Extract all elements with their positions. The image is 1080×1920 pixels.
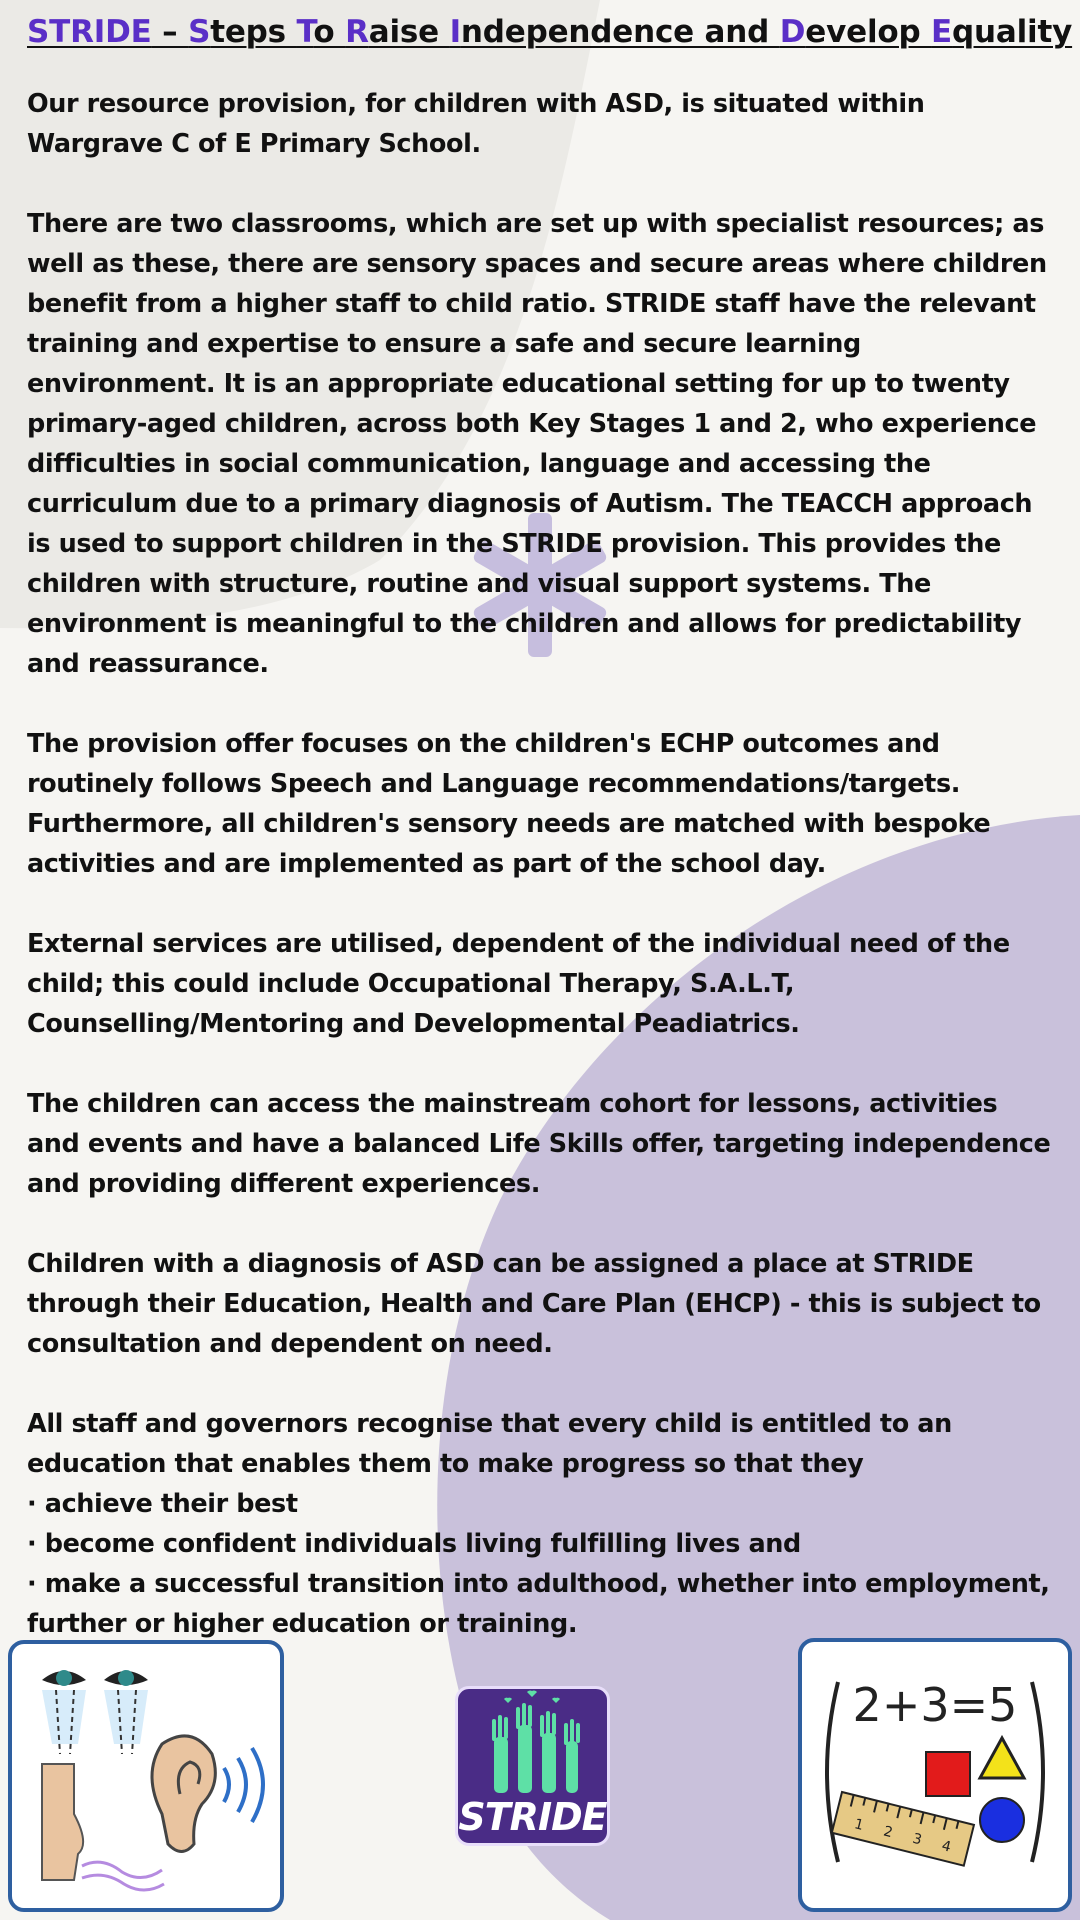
- stride-logo: [455, 1686, 610, 1846]
- maths-image-card: [798, 1638, 1072, 1912]
- title-accent-letter: T: [296, 14, 314, 50]
- title-accent-letter: R: [345, 14, 369, 50]
- nose-icon: [42, 1764, 164, 1890]
- paragraph-external-services: External services are utilised, dependent of the individual need of the child; this could include Occupational Therapy, S.A.L.T, Counselling/Mentoring and Developmental Peadiatrics.: [27, 929, 1010, 1039]
- title-text: teps: [210, 14, 297, 50]
- paragraph-admission: Children with a diagnosis of ASD can be assigned a place at STRIDE through their Education, Health and Care Plan (EHCP) - this is subject to consultation and dependent on need.: [27, 1249, 1041, 1359]
- title-text: o: [313, 14, 346, 50]
- red-square-icon: [926, 1752, 970, 1796]
- blue-circle-icon: [980, 1798, 1024, 1842]
- paragraph-mainstream-access: The children can access the mainstream cohort for lessons, activities and events and have a balanced Life Skills offer, targeting independence and providing different experiences.: [27, 1089, 1051, 1199]
- title-text: ndependence and: [460, 14, 780, 50]
- entitlement-bullet-list: [27, 1484, 1057, 1644]
- title-text: –: [151, 14, 189, 50]
- senses-image-card: [8, 1640, 284, 1912]
- list-item: · achieve their best: [27, 1484, 1057, 1524]
- ruler-number: 3: [910, 1830, 924, 1849]
- ruler-number: 2: [881, 1823, 895, 1842]
- yellow-triangle-icon: [980, 1738, 1024, 1778]
- eyes-icon: [42, 1670, 148, 1754]
- ruler-number: 1: [852, 1816, 866, 1834]
- title-accent-letter: E: [931, 14, 953, 50]
- title-text: aise: [368, 14, 450, 50]
- list-item: · become confident individuals living fulfilling lives and: [27, 1524, 1057, 1564]
- senses-icon: [12, 1644, 280, 1908]
- ruler-icon: [832, 1792, 974, 1866]
- logo-wordmark: STRIDE: [458, 1795, 607, 1839]
- page-title: [27, 14, 1073, 50]
- paragraph-classrooms: There are two classrooms, which are set up with specialist resources; as well as these, there are sensory spaces and secure areas where children benefit from a higher staff to child ratio. STRIDE staff have the relevant training and expertise to ensure a safe and secure learning environment. It is an appropriate educational setting for up to twenty primary-aged children, across both Key Stages 1 and 2, who experience difficulties in social communication, language and accessing the curriculum due to a primary diagnosis of Autism. The TEACCH approach is used to support children in the STRIDE provision. This provides the children with structure, routine and visual support systems. The environment is meaningful to the children and allows for predictability and reassurance.: [27, 209, 1047, 679]
- math-equation: 2+3=5: [852, 1678, 1018, 1732]
- title-accent-letter: D: [779, 14, 806, 50]
- paragraph-entitlement: All staff and governors recognise that every child is entitled to an education that enables them to make progress so that they: [27, 1409, 952, 1479]
- title-text: evelop: [805, 14, 932, 50]
- title-accent-letter: S: [188, 14, 211, 50]
- ruler-number: 4: [940, 1838, 953, 1856]
- title-text: quality: [952, 14, 1073, 50]
- paragraph-provision-offer: The provision offer focuses on the children's ECHP outcomes and routinely follows Speech and Language recommendations/targets. Furthermore, all children's sensory needs are matched with bespoke activities and are implemented as part of the school day.: [27, 729, 991, 879]
- list-item: · make a successful transition into adulthood, whether into employment, further or higher education or training.: [27, 1564, 1057, 1644]
- ear-icon: [152, 1736, 263, 1852]
- main-content: [27, 0, 1073, 1644]
- title-accent-letter: STRIDE: [27, 14, 152, 50]
- paragraph-location: Our resource provision, for children with ASD, is situated within Wargrave C of E Primary School.: [27, 89, 925, 159]
- title-accent-letter: I: [449, 14, 461, 50]
- raised-hands-icon: [458, 1689, 607, 1799]
